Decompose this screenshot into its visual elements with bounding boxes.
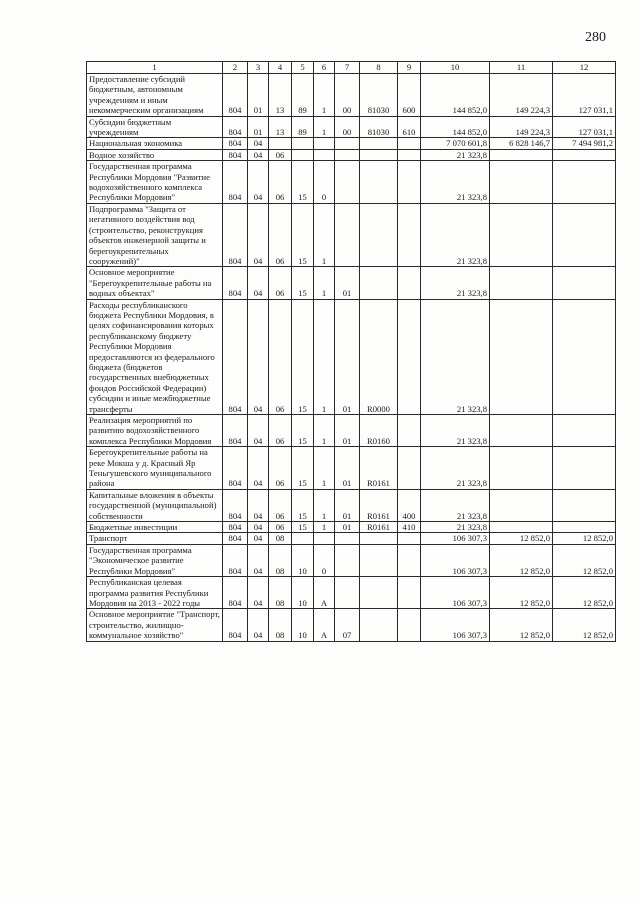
code-cell	[292, 138, 314, 149]
code-cell	[360, 609, 398, 641]
code-cell	[398, 203, 421, 266]
table-row	[87, 149, 616, 160]
amount-cell: 7 070 601,8	[421, 138, 490, 149]
code-cell: 804	[223, 161, 248, 204]
table-row	[87, 522, 616, 533]
code-cell: 00	[335, 116, 360, 138]
column-header-3: 3	[248, 62, 269, 74]
column-header-5: 5	[292, 62, 314, 74]
code-cell: 08	[269, 577, 292, 609]
amount-cell: 106 307,3	[421, 577, 490, 609]
row-item-name: Берегоукрепительные работы на реке Мокша у д. Красный Яр Теньгушевского муниципального района	[87, 447, 223, 490]
code-cell: 04	[248, 415, 269, 447]
amount-cell: 12 852,0	[490, 609, 553, 641]
code-cell	[314, 149, 335, 160]
code-cell: R0161	[360, 489, 398, 521]
amount-cell: 6 828 146,7	[490, 138, 553, 149]
code-cell: 1	[314, 299, 335, 414]
code-cell: 804	[223, 299, 248, 414]
amount-cell: 21 323,8	[421, 299, 490, 414]
code-cell: 81030	[360, 74, 398, 117]
row-item-name: Государственная программа Республики Мордовия "Развитие водохозяйственного комплекса Республики Мордовия"	[87, 161, 223, 204]
table-row	[87, 116, 616, 138]
code-cell: 15	[292, 203, 314, 266]
amount-cell: 149 224,3	[490, 116, 553, 138]
row-item-name: Предоставление субсидий бюджетным, автономным учреждениям и иным некоммерческим организациям	[87, 74, 223, 117]
code-cell	[335, 203, 360, 266]
amount-cell	[490, 447, 553, 490]
code-cell: R0161	[360, 522, 398, 533]
code-cell: 08	[269, 609, 292, 641]
code-cell	[335, 138, 360, 149]
amount-cell: 127 031,1	[553, 74, 616, 117]
code-cell	[398, 299, 421, 414]
code-cell: 10	[292, 609, 314, 641]
amount-cell: 106 307,3	[421, 533, 490, 544]
code-cell: 15	[292, 447, 314, 490]
code-cell	[335, 161, 360, 204]
code-cell: 01	[335, 267, 360, 299]
code-cell: 06	[269, 267, 292, 299]
code-cell	[360, 577, 398, 609]
row-item-name: Капитальные вложения в объекты государственной (муниципальной) собственности	[87, 489, 223, 521]
table-row	[87, 299, 616, 414]
amount-cell	[553, 299, 616, 414]
code-cell: R0160	[360, 415, 398, 447]
code-cell: 06	[269, 489, 292, 521]
code-cell: 04	[248, 609, 269, 641]
code-cell: 1	[314, 74, 335, 117]
code-cell	[292, 149, 314, 160]
code-cell: 10	[292, 577, 314, 609]
code-cell	[398, 544, 421, 576]
code-cell: 1	[314, 203, 335, 266]
code-cell: 06	[269, 161, 292, 204]
code-cell: 1	[314, 489, 335, 521]
code-cell: 0	[314, 161, 335, 204]
code-cell: 04	[248, 522, 269, 533]
code-cell: 04	[248, 203, 269, 266]
code-cell	[398, 149, 421, 160]
table-row	[87, 267, 616, 299]
amount-cell: 149 224,3	[490, 74, 553, 117]
code-cell: 15	[292, 267, 314, 299]
code-cell	[398, 447, 421, 490]
code-cell	[360, 544, 398, 576]
code-cell: 410	[398, 522, 421, 533]
code-cell: 04	[248, 544, 269, 576]
row-item-name: Бюджетные инвестиции	[87, 522, 223, 533]
code-cell: 610	[398, 116, 421, 138]
amount-cell: 12 852,0	[553, 533, 616, 544]
table-row	[87, 533, 616, 544]
code-cell	[398, 138, 421, 149]
amount-cell: 12 852,0	[553, 609, 616, 641]
code-cell: 13	[269, 74, 292, 117]
code-cell: 1	[314, 267, 335, 299]
code-cell	[335, 544, 360, 576]
amount-cell	[490, 161, 553, 204]
amount-cell: 7 494 981,2	[553, 138, 616, 149]
code-cell	[360, 138, 398, 149]
column-header-8: 8	[360, 62, 398, 74]
budget-table	[86, 61, 616, 642]
column-header-12: 12	[553, 62, 616, 74]
code-cell	[398, 577, 421, 609]
code-cell: 06	[269, 522, 292, 533]
amount-cell	[553, 522, 616, 533]
code-cell: R0000	[360, 299, 398, 414]
code-cell: 00	[335, 74, 360, 117]
amount-cell: 12 852,0	[490, 533, 553, 544]
code-cell: 08	[269, 533, 292, 544]
code-cell: 804	[223, 267, 248, 299]
code-cell: 04	[248, 149, 269, 160]
code-cell	[398, 161, 421, 204]
amount-cell: 12 852,0	[553, 544, 616, 576]
code-cell: 81030	[360, 116, 398, 138]
amount-cell: 12 852,0	[490, 577, 553, 609]
table-row	[87, 203, 616, 266]
code-cell: 04	[248, 138, 269, 149]
code-cell: 04	[248, 533, 269, 544]
code-cell	[335, 149, 360, 160]
code-cell: А	[314, 609, 335, 641]
row-item-name: Государственная программа "Экономическое развитие Республики Мордовия"	[87, 544, 223, 576]
code-cell: 804	[223, 203, 248, 266]
code-cell	[360, 203, 398, 266]
amount-cell: 21 323,8	[421, 203, 490, 266]
amount-cell	[490, 203, 553, 266]
row-item-name: Основное мероприятие "Берегоукрепительные работы на водных объектах"	[87, 267, 223, 299]
code-cell: 01	[248, 116, 269, 138]
code-cell: 08	[269, 544, 292, 576]
code-cell: 804	[223, 447, 248, 490]
amount-cell	[553, 489, 616, 521]
column-header-11: 11	[490, 62, 553, 74]
code-cell: 804	[223, 577, 248, 609]
column-header-4: 4	[269, 62, 292, 74]
row-item-name: Транспорт	[87, 533, 223, 544]
row-item-name: Расходы республиканского бюджета Республики Мордовия, в целях софинансирования которых республиканскому бюджету Республики Мордовия предоставляются из федерального бюджета (бюджетов государственных внебюджетных фондов Российской Федерации) субсидии и иные межбюджетные трансферты	[87, 299, 223, 414]
code-cell: 06	[269, 299, 292, 414]
amount-cell: 12 852,0	[553, 577, 616, 609]
amount-cell: 21 323,8	[421, 489, 490, 521]
code-cell	[335, 533, 360, 544]
amount-cell: 106 307,3	[421, 544, 490, 576]
amount-cell: 21 323,8	[421, 447, 490, 490]
code-cell: 13	[269, 116, 292, 138]
code-cell: 06	[269, 203, 292, 266]
code-cell	[360, 267, 398, 299]
table-header-row	[87, 62, 616, 74]
column-header-7: 7	[335, 62, 360, 74]
code-cell: А	[314, 577, 335, 609]
amount-cell: 144 852,0	[421, 74, 490, 117]
amount-cell: 106 307,3	[421, 609, 490, 641]
amount-cell	[490, 267, 553, 299]
code-cell	[314, 533, 335, 544]
code-cell: 04	[248, 267, 269, 299]
amount-cell: 144 852,0	[421, 116, 490, 138]
code-cell: 1	[314, 447, 335, 490]
amount-cell	[553, 203, 616, 266]
code-cell	[269, 138, 292, 149]
amount-cell	[490, 299, 553, 414]
row-item-name: Республиканская целевая программа развития Республики Мордовия на 2013 - 2022 годы	[87, 577, 223, 609]
code-cell: 804	[223, 544, 248, 576]
code-cell: 1	[314, 415, 335, 447]
table-row	[87, 74, 616, 117]
amount-cell	[490, 149, 553, 160]
code-cell	[314, 138, 335, 149]
table-row	[87, 138, 616, 149]
table-row	[87, 544, 616, 576]
row-item-name: Субсидии бюджетным учреждениям	[87, 116, 223, 138]
row-item-name: Реализация мероприятий по развитию водохозяйственного комплекса Республики Мордовия	[87, 415, 223, 447]
code-cell: 0	[314, 544, 335, 576]
code-cell: 04	[248, 447, 269, 490]
code-cell: 01	[335, 447, 360, 490]
code-cell: 1	[314, 116, 335, 138]
row-item-name: Водное хозяйство	[87, 149, 223, 160]
column-header-10: 10	[421, 62, 490, 74]
code-cell: 804	[223, 415, 248, 447]
table-row	[87, 577, 616, 609]
code-cell: 15	[292, 299, 314, 414]
code-cell: 15	[292, 161, 314, 204]
code-cell: 15	[292, 489, 314, 521]
code-cell	[360, 161, 398, 204]
code-cell: 89	[292, 74, 314, 117]
code-cell: 15	[292, 522, 314, 533]
table-row	[87, 415, 616, 447]
code-cell: 01	[335, 522, 360, 533]
page-number: 280	[585, 30, 606, 45]
code-cell: 804	[223, 149, 248, 160]
table-body	[87, 74, 616, 642]
table-row	[87, 161, 616, 204]
amount-cell: 21 323,8	[421, 415, 490, 447]
code-cell	[398, 415, 421, 447]
column-header-9: 9	[398, 62, 421, 74]
code-cell: 89	[292, 116, 314, 138]
code-cell: 04	[248, 489, 269, 521]
code-cell: 804	[223, 522, 248, 533]
code-cell: 04	[248, 299, 269, 414]
column-header-1: 1	[87, 62, 223, 74]
code-cell: 600	[398, 74, 421, 117]
table-row	[87, 489, 616, 521]
amount-cell	[490, 489, 553, 521]
amount-cell: 21 323,8	[421, 149, 490, 160]
amount-cell	[553, 267, 616, 299]
code-cell: 804	[223, 533, 248, 544]
table-row	[87, 447, 616, 490]
code-cell	[335, 577, 360, 609]
code-cell: 06	[269, 149, 292, 160]
amount-cell	[553, 447, 616, 490]
code-cell: 10	[292, 544, 314, 576]
code-cell: 804	[223, 489, 248, 521]
code-cell: 01	[335, 489, 360, 521]
code-cell: 804	[223, 74, 248, 117]
amount-cell: 12 852,0	[490, 544, 553, 576]
amount-cell: 21 323,8	[421, 267, 490, 299]
code-cell: 1	[314, 522, 335, 533]
amount-cell: 127 031,1	[553, 116, 616, 138]
code-cell: 04	[248, 577, 269, 609]
row-item-name: Национальная экономика	[87, 138, 223, 149]
code-cell	[360, 149, 398, 160]
code-cell: 07	[335, 609, 360, 641]
code-cell: 804	[223, 116, 248, 138]
amount-cell	[553, 149, 616, 160]
code-cell	[398, 267, 421, 299]
amount-cell	[490, 415, 553, 447]
amount-cell	[553, 161, 616, 204]
column-header-6: 6	[314, 62, 335, 74]
code-cell: 06	[269, 415, 292, 447]
code-cell	[398, 533, 421, 544]
code-cell: 15	[292, 415, 314, 447]
code-cell: R0161	[360, 447, 398, 490]
code-cell: 01	[335, 415, 360, 447]
code-cell: 06	[269, 447, 292, 490]
amount-cell	[490, 522, 553, 533]
code-cell: 400	[398, 489, 421, 521]
code-cell: 804	[223, 138, 248, 149]
row-item-name: Подпрограмма "Защита от негативного воздействия вод (строительство, реконструкция объектов инженерной защиты и берегоукрепительных сооружений)"	[87, 203, 223, 266]
row-item-name: Основное мероприятие "Транспорт, строительство, жилищно-коммунальное хозяйство"	[87, 609, 223, 641]
code-cell	[360, 533, 398, 544]
code-cell: 01	[335, 299, 360, 414]
amount-cell: 21 323,8	[421, 161, 490, 204]
amount-cell: 21 323,8	[421, 522, 490, 533]
code-cell: 04	[248, 161, 269, 204]
amount-cell	[553, 415, 616, 447]
code-cell: 804	[223, 609, 248, 641]
code-cell	[292, 533, 314, 544]
code-cell: 01	[248, 74, 269, 117]
code-cell	[398, 609, 421, 641]
column-header-2: 2	[223, 62, 248, 74]
table-row	[87, 609, 616, 641]
